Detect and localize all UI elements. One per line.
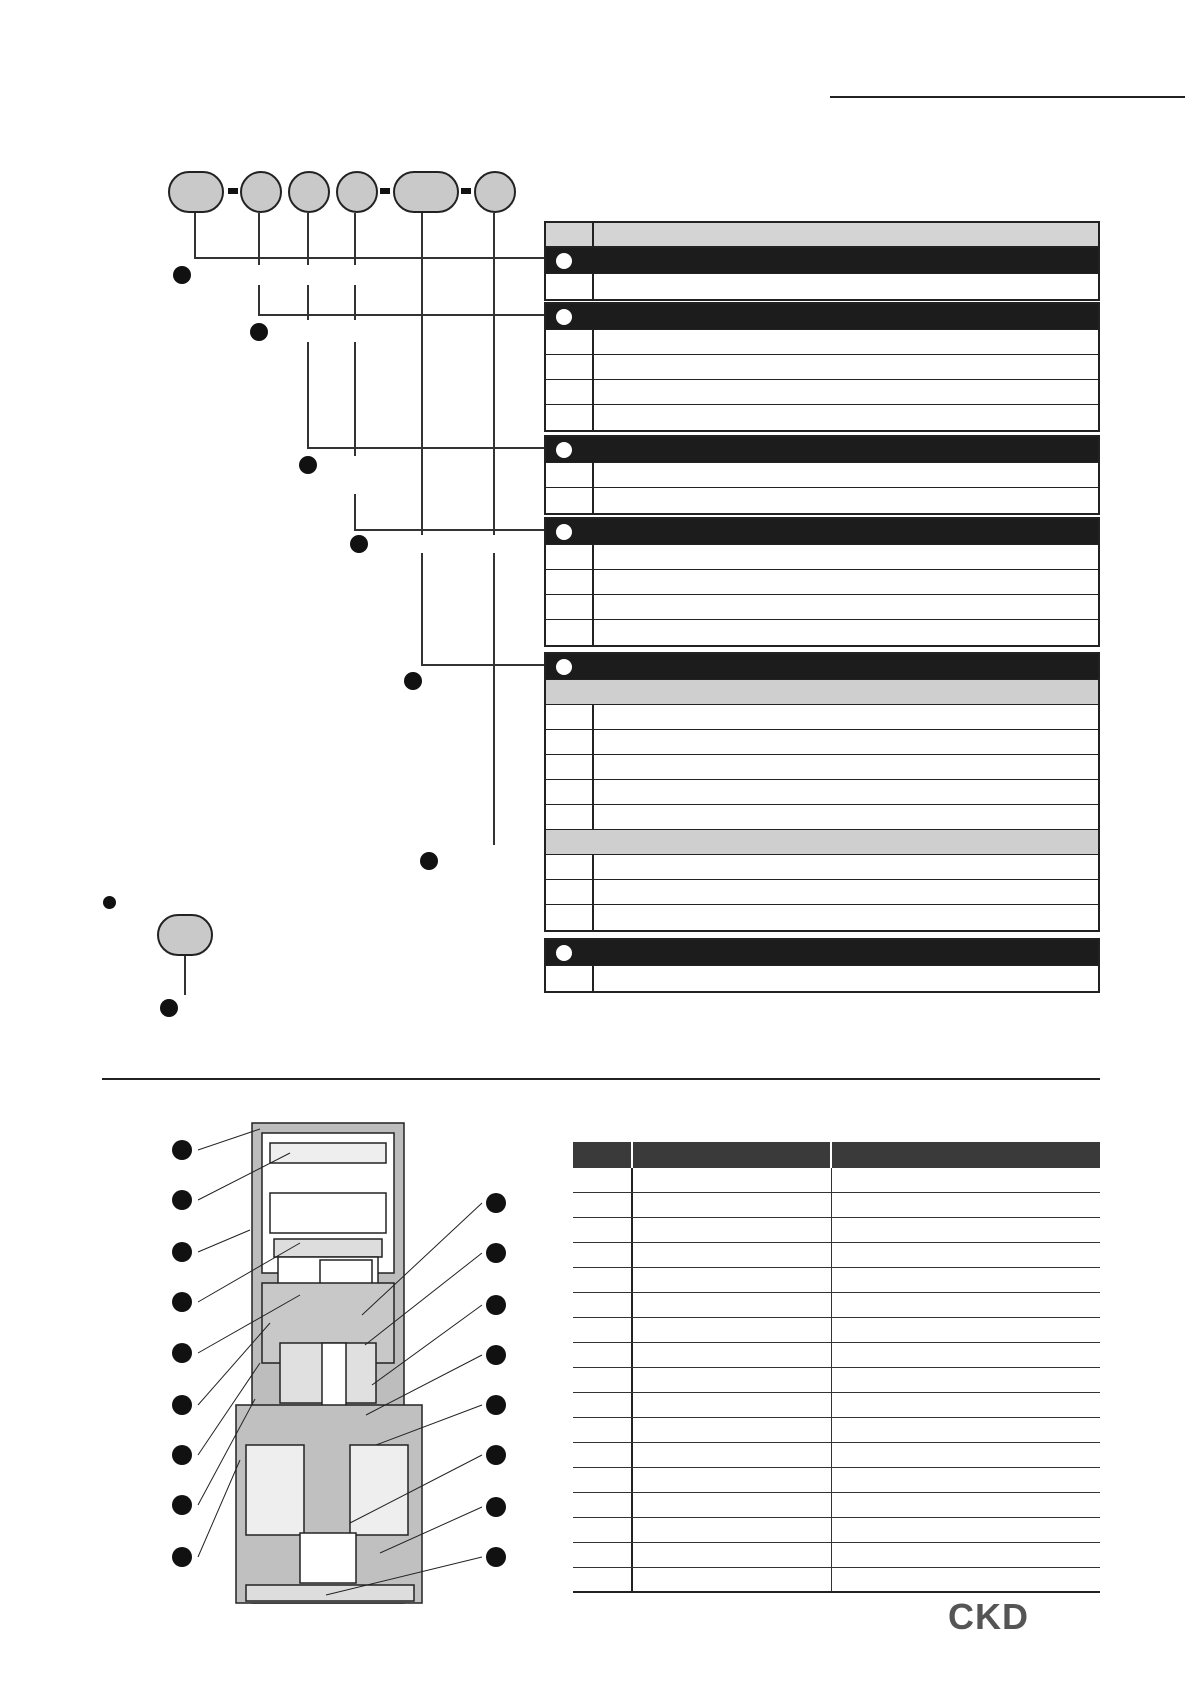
ckd-logo: CKD	[948, 1596, 1029, 1637]
table-row	[573, 1368, 1100, 1393]
option-group	[544, 652, 1100, 932]
option-subgroup-header	[546, 830, 1098, 855]
parts-header-name	[633, 1142, 832, 1168]
option-group	[544, 302, 1100, 432]
option-subgroup-header	[546, 680, 1098, 705]
option-bullet	[299, 456, 317, 474]
option-bullet	[160, 999, 178, 1017]
table-row	[573, 1543, 1100, 1568]
note-bullet	[103, 896, 116, 909]
table-row	[573, 1243, 1100, 1268]
option-bullet	[350, 535, 368, 553]
parts-header-no	[573, 1142, 633, 1168]
option-bullet	[420, 852, 438, 870]
option-group-header	[546, 248, 1098, 274]
table-row	[573, 1218, 1100, 1243]
table-row	[573, 1268, 1100, 1293]
option-group-header	[546, 304, 1098, 330]
parts-table	[573, 1142, 1100, 1593]
option-group	[544, 435, 1100, 515]
option-group-header	[546, 519, 1098, 545]
table-row	[573, 1393, 1100, 1418]
table-row	[573, 1318, 1100, 1343]
table-row	[573, 1518, 1100, 1543]
option-group-header	[546, 940, 1098, 966]
table-row	[573, 1568, 1100, 1593]
sectional-view-drawing	[150, 1115, 530, 1605]
table-row	[573, 1343, 1100, 1368]
option-group	[544, 246, 1100, 301]
option-group	[544, 938, 1100, 993]
table-row	[573, 1418, 1100, 1443]
option-bullet	[404, 672, 422, 690]
table-row	[573, 1493, 1100, 1518]
option-group	[544, 517, 1100, 647]
parts-header-material	[832, 1142, 1100, 1168]
table-row	[573, 1293, 1100, 1318]
option-bullet	[250, 323, 268, 341]
table-row	[573, 1443, 1100, 1468]
table-row	[573, 1168, 1100, 1193]
option-group-header	[546, 654, 1098, 680]
section-rule	[102, 1078, 1100, 1080]
option-table-header	[544, 221, 1100, 248]
option-group-header	[546, 437, 1098, 463]
table-row	[573, 1193, 1100, 1218]
parts-table-header	[573, 1142, 1100, 1168]
option-bullet	[173, 266, 191, 284]
table-row	[573, 1468, 1100, 1493]
